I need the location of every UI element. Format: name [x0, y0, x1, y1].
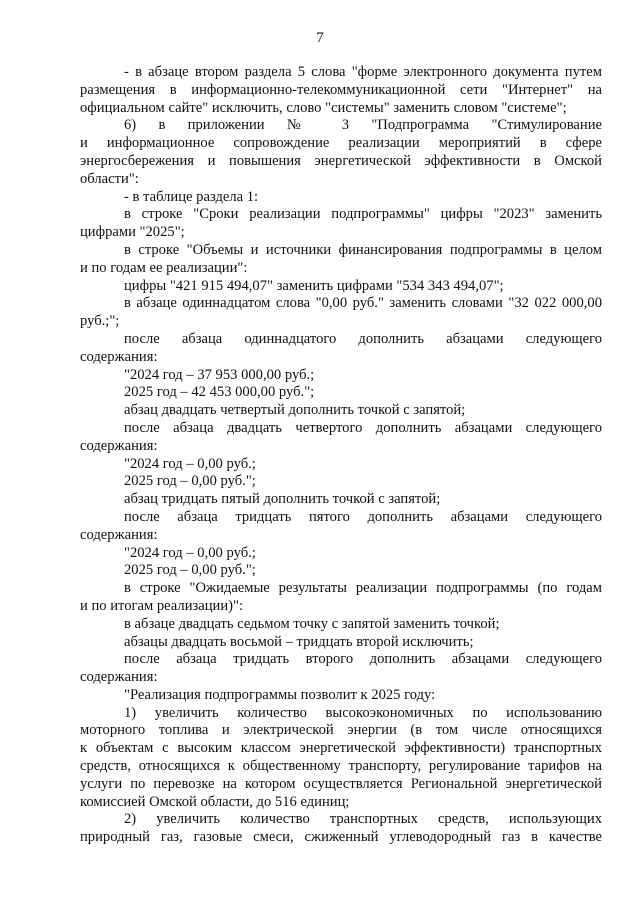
page-number: 7 — [316, 30, 324, 46]
text-line: 2025 год – 0,00 руб."; — [124, 562, 256, 579]
text-line: в абзаце двадцать седьмом точку с запятой заменить точкой; — [124, 615, 500, 632]
text-line: 2025 год – 0,00 руб."; — [124, 473, 256, 490]
text-line: руб.;"; — [80, 313, 120, 330]
text-line: 6) в приложении № 3 "Подпрограмма "Стимулирование — [124, 117, 602, 134]
text-line: комиссией Омской области, до 516 единиц; — [80, 793, 350, 810]
text-line: содержания: — [80, 348, 158, 365]
text-line: цифры "421 915 494,07" заменить цифрами "534 343 494,07"; — [124, 277, 504, 294]
text-line: "Реализация подпрограммы позволит к 2025 году: — [124, 686, 436, 703]
text-line: размещения в информационно-телекоммуникационной сети "Интернет" на — [80, 81, 602, 98]
text-line: абзацы двадцать восьмой – тридцать второй исключить; — [124, 633, 474, 650]
text-line: официальном сайте" исключить, слово "системы" заменить словом "системе"; — [80, 99, 567, 116]
text-line: к объектам с высоким классом энергетической эффективности) транспортных — [80, 740, 602, 757]
text-line: и информационное сопровождение реализации мероприятий в сфере — [80, 135, 602, 152]
text-line: абзац тридцать пятый дополнить точкой с запятой; — [124, 491, 441, 508]
text-line: в строке "Сроки реализации подпрограммы" цифры "2023" заменить — [124, 206, 602, 223]
text-line: в абзаце одиннадцатом слова "0,00 руб." заменить словами "32 022 000,00 — [124, 295, 602, 312]
text-line: в строке "Ожидаемые результаты реализации подпрограммы (по годам — [124, 580, 602, 597]
text-line: услуги по перевозке на котором осуществляется Региональной энергетической — [80, 775, 602, 792]
text-line: после абзаца двадцать четвертого дополнить абзацами следующего — [124, 419, 602, 436]
text-line: после абзаца тридцать второго дополнить абзацами следующего — [124, 651, 602, 668]
document-body — [80, 64, 602, 847]
text-line: моторного топлива и электрической энергии (в том числе относящихся — [80, 722, 602, 739]
text-line: средств, относящихся к общественному транспорту, регулирование тарифов на — [80, 758, 602, 775]
text-line: в строке "Объемы и источники финансирования подпрограммы в целом — [124, 241, 602, 258]
text-line: - в таблице раздела 1: — [124, 188, 259, 205]
text-line: энергосбережения и повышения энергетической эффективности в Омской — [80, 152, 602, 169]
text-line: цифрами "2025"; — [80, 224, 185, 241]
text-line: содержания: — [80, 669, 158, 686]
text-line: 2025 год – 42 453 000,00 руб."; — [124, 384, 315, 401]
text-line: природный газ, газовые смеси, сжиженный углеводородный газ в качестве — [80, 829, 602, 846]
text-line: и по итогам реализации)": — [80, 597, 244, 614]
text-line: области": — [80, 170, 139, 187]
text-line: "2024 год – 0,00 руб.; — [124, 455, 256, 472]
text-line: содержания: — [80, 437, 158, 454]
text-line: содержания: — [80, 526, 158, 543]
text-line: - в абзаце втором раздела 5 слова "форме электронного документа путем — [124, 64, 602, 80]
text-line: после абзаца одиннадцатого дополнить абзацами следующего — [124, 330, 602, 347]
text-line: после абзаца тридцать пятого дополнить абзацами следующего — [124, 508, 602, 525]
text-line: абзац двадцать четвертый дополнить точкой с запятой; — [124, 402, 466, 419]
text-line: "2024 год – 0,00 руб.; — [124, 544, 256, 561]
text-line: 2) увеличить количество транспортных средств, использующих — [124, 811, 602, 828]
text-line: и по годам ее реализации": — [80, 259, 248, 276]
text-line: 1) увеличить количество высокоэкономичных по использованию — [124, 704, 602, 721]
text-line: "2024 год – 37 953 000,00 руб.; — [124, 366, 315, 383]
